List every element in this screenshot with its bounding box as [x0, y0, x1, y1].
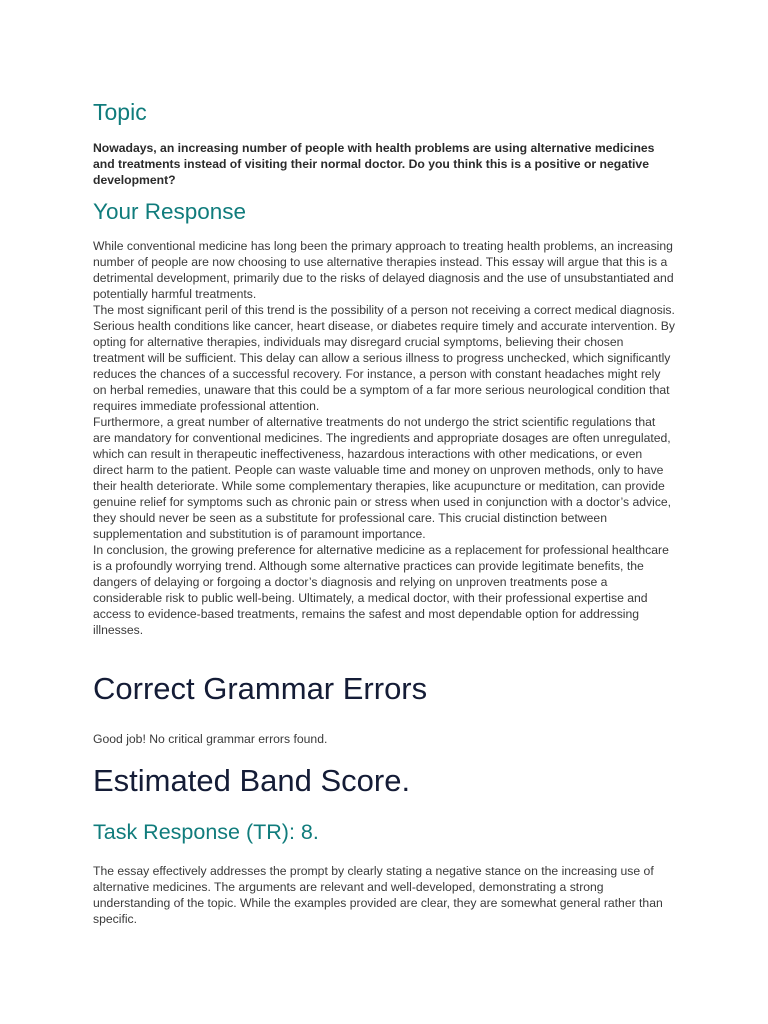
- grammar-heading: Correct Grammar Errors: [93, 671, 428, 706]
- grammar-result: Good job! No critical grammar errors found.: [93, 732, 328, 746]
- response-body: [93, 238, 675, 638]
- response-paragraph-intro: While conventional medicine has long been the primary approach to treating health problems, an increasing number of people are now choosing to use alternative therapies instead. This essay will argue that this is a detrimental development, primarily due to the risks of delayed diagnosis and the use of unsubstantiated and potentially harmful treatments.: [93, 239, 674, 301]
- band-score-heading: Estimated Band Score.: [93, 763, 411, 798]
- topic-heading: Topic: [93, 99, 147, 125]
- task-response-heading: Task Response (TR): 8.: [93, 820, 319, 844]
- content-column: [93, 96, 675, 927]
- response-paragraph-body-2: Furthermore, a great number of alternative treatments do not undergo the strict scientific regulations that are mandatory for conventional medicines. The ingredients and appropriate dosages are often unregulated, which can result in therapeutic ineffectiveness, hazardous interactions with other medications, or even direct harm to the patient. People can waste valuable time and money on unproven methods, only to have their health deteriorate. While some complementary therapies, like acupuncture or meditation, can provide genuine relief for symptoms such as chronic pain or stress when used in conjunction with a doctor’s advice, they should never be seen as a substitute for professional care. This crucial distinction between supplementation and substitution is of paramount importance.: [93, 415, 672, 541]
- response-heading: Your Response: [93, 199, 247, 224]
- response-paragraph-body-1: The most significant peril of this trend is the possibility of a person not receiving a correct medical diagnosis. Serious health conditions like cancer, heart disease, or diabetes require timely and accurate intervention. By opting for alternative therapies, individuals may disregard crucial symptoms, believing their chosen treatment will be sufficient. This delay can allow a serious illness to progress unchecked, which significantly reduces the chances of a successful recovery. For instance, a person with constant headaches might rely on herbal remedies, unaware that this could be a symptom of a far more serious neurological condition that requires immediate professional attention.: [93, 303, 675, 413]
- topic-prompt: Nowadays, an increasing number of people with health problems are using alternative medicines and treatments instead of visiting their normal doctor. Do you think this is a positive or negative development?: [93, 141, 655, 187]
- response-paragraph-conclusion: In conclusion, the growing preference for alternative medicine as a replacement for professional healthcare is a profoundly worrying trend. Although some alternative practices can provide legitimate benefits, the dangers of delaying or forgoing a doctor’s diagnosis and relying on unproven treatments pose a considerable risk to public well-being. Ultimately, a medical doctor, with their professional expertise and access to evidence-based treatments, remains the safest and most dependable option for addressing illnesses.: [93, 543, 669, 637]
- task-response-text: The essay effectively addresses the prompt by clearly stating a negative stance on the increasing use of alternative medicines. The arguments are relevant and well-developed, demonstrating a strong understanding of the topic. While the examples provided are clear, they are somewhat general rather than specific.: [93, 864, 663, 926]
